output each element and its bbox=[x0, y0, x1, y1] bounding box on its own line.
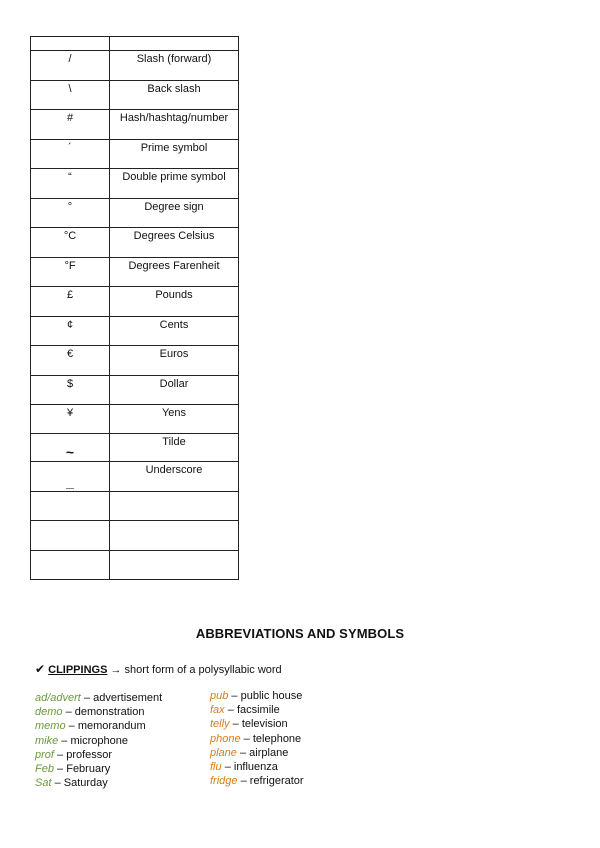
list-item bbox=[210, 746, 304, 760]
clipping-short: prof bbox=[35, 748, 54, 761]
symbol-cell: °C bbox=[31, 228, 110, 258]
symbol-cell: ´ bbox=[31, 140, 110, 169]
symbol-cell bbox=[31, 551, 110, 580]
clipping-short: mike bbox=[35, 734, 59, 747]
list-item bbox=[210, 732, 304, 746]
list-item bbox=[35, 705, 162, 719]
list-item bbox=[35, 691, 162, 705]
symbol-cell: °F bbox=[31, 258, 110, 287]
symbol-name-cell bbox=[110, 551, 239, 580]
clipping-short: phone bbox=[210, 732, 241, 745]
clipping-short: pub bbox=[210, 690, 229, 702]
clippings-list-right bbox=[210, 689, 304, 788]
clipping-short: plane bbox=[210, 746, 237, 759]
arrow-icon: → bbox=[110, 664, 122, 676]
symbol-cell: / bbox=[31, 51, 110, 81]
list-item bbox=[35, 762, 162, 776]
dash: – bbox=[68, 720, 75, 733]
clipping-full: telephone bbox=[252, 732, 302, 745]
symbols-table bbox=[30, 36, 239, 580]
dash: – bbox=[231, 690, 238, 702]
symbol-name-cell: Degrees Celsius bbox=[110, 228, 239, 258]
symbol-cell: \ bbox=[31, 81, 110, 110]
symbol-name-cell: Degree sign bbox=[110, 199, 239, 228]
table-row bbox=[31, 169, 239, 199]
dash: – bbox=[57, 748, 64, 761]
table-row bbox=[31, 140, 239, 169]
clipping-short: Feb bbox=[35, 763, 54, 776]
check-icon: ✔ bbox=[35, 662, 46, 676]
symbol-cell: _ bbox=[31, 462, 110, 492]
table-row bbox=[31, 551, 239, 580]
clipping-full: microphone bbox=[70, 734, 128, 747]
clipping-short: telly bbox=[210, 718, 230, 731]
table-row bbox=[31, 434, 239, 462]
clipping-short: Sat bbox=[35, 777, 52, 790]
table-row bbox=[31, 405, 239, 434]
table-row bbox=[31, 462, 239, 492]
clippings-definition bbox=[35, 662, 282, 676]
symbol-name-cell: Tilde bbox=[110, 434, 239, 462]
table-row bbox=[31, 521, 239, 551]
symbol-cell: £ bbox=[31, 287, 110, 317]
dash: – bbox=[243, 732, 250, 745]
table-row bbox=[31, 492, 239, 521]
symbol-cell: ~ bbox=[31, 434, 110, 462]
symbol-name-cell: Pounds bbox=[110, 287, 239, 317]
symbol-name-cell bbox=[110, 37, 239, 51]
symbol-name-cell: Slash (forward) bbox=[110, 51, 239, 81]
dash: – bbox=[227, 704, 234, 717]
clipping-full: February bbox=[66, 763, 111, 776]
dash: – bbox=[61, 734, 68, 747]
symbol-cell: # bbox=[31, 110, 110, 140]
table-row bbox=[31, 199, 239, 228]
symbol-cell: “ bbox=[31, 169, 110, 199]
clipping-short: fridge bbox=[210, 775, 238, 788]
table-row bbox=[31, 228, 239, 258]
dash: – bbox=[57, 763, 64, 776]
symbol-cell: ° bbox=[31, 199, 110, 228]
dash: – bbox=[54, 777, 61, 790]
symbol-name-cell: Underscore bbox=[110, 462, 239, 492]
list-item bbox=[35, 734, 162, 748]
table-row bbox=[31, 110, 239, 140]
symbol-name-cell: Yens bbox=[110, 405, 239, 434]
table-row bbox=[31, 376, 239, 405]
table-row bbox=[31, 81, 239, 110]
symbol-cell bbox=[31, 492, 110, 521]
clipping-full: professor bbox=[66, 748, 113, 761]
table-row bbox=[31, 287, 239, 317]
clipping-full: refrigerator bbox=[249, 775, 304, 788]
list-item bbox=[210, 774, 304, 788]
clipping-full: memorandum bbox=[77, 720, 146, 733]
clippings-list-left bbox=[35, 691, 162, 790]
symbol-cell: $ bbox=[31, 376, 110, 405]
list-item bbox=[35, 719, 162, 733]
symbol-name-cell: Euros bbox=[110, 346, 239, 376]
clipping-full: facsimile bbox=[236, 704, 280, 717]
symbol-name-cell bbox=[110, 492, 239, 521]
clipping-short: ad/advert bbox=[35, 692, 81, 704]
dash: – bbox=[232, 718, 239, 731]
list-item bbox=[210, 703, 304, 717]
dash: – bbox=[240, 775, 247, 788]
dash: – bbox=[239, 746, 247, 759]
clipping-short: flu bbox=[210, 761, 222, 774]
clipping-short: fax bbox=[210, 704, 225, 717]
symbol-name-cell: Degrees Farenheit bbox=[110, 258, 239, 287]
table-row bbox=[31, 37, 239, 51]
clipping-short: memo bbox=[35, 720, 66, 733]
table-row bbox=[31, 51, 239, 81]
list-item bbox=[35, 748, 162, 762]
table-row bbox=[31, 317, 239, 346]
symbol-name-cell: Back slash bbox=[110, 81, 239, 110]
symbol-cell: € bbox=[31, 346, 110, 376]
clipping-full: public house bbox=[240, 690, 303, 702]
clipping-full: airplane bbox=[249, 746, 289, 759]
symbol-name-cell: Cents bbox=[110, 317, 239, 346]
table-row bbox=[31, 258, 239, 287]
symbol-cell: ¥ bbox=[31, 405, 110, 434]
list-item bbox=[35, 776, 162, 790]
clippings-title: CLIPPINGS bbox=[48, 664, 108, 676]
dash: – bbox=[83, 692, 91, 704]
clipping-full: television bbox=[241, 718, 288, 731]
clipping-full: Saturday bbox=[63, 777, 108, 790]
clipping-full: advertisement bbox=[93, 692, 163, 704]
list-item bbox=[210, 689, 304, 703]
symbol-name-cell: Dollar bbox=[110, 376, 239, 405]
symbol-cell bbox=[31, 37, 110, 51]
clipping-full: demonstration bbox=[74, 706, 145, 719]
section-heading: ABBREVIATIONS AND SYMBOLS bbox=[195, 626, 405, 641]
symbol-name-cell: Prime symbol bbox=[110, 140, 239, 169]
symbol-cell bbox=[31, 521, 110, 551]
list-item bbox=[210, 760, 304, 774]
dash: – bbox=[224, 761, 231, 774]
clippings-description: short form of a polysyllabic word bbox=[124, 664, 282, 676]
list-item bbox=[210, 717, 304, 731]
symbol-name-cell: Hash/hashtag/number bbox=[110, 110, 239, 140]
symbol-name-cell bbox=[110, 521, 239, 551]
clipping-full: influenza bbox=[233, 761, 278, 774]
symbol-cell: ¢ bbox=[31, 317, 110, 346]
dash: – bbox=[65, 706, 72, 719]
table-row bbox=[31, 346, 239, 376]
clipping-short: demo bbox=[35, 706, 63, 719]
symbol-name-cell: Double prime symbol bbox=[110, 169, 239, 199]
